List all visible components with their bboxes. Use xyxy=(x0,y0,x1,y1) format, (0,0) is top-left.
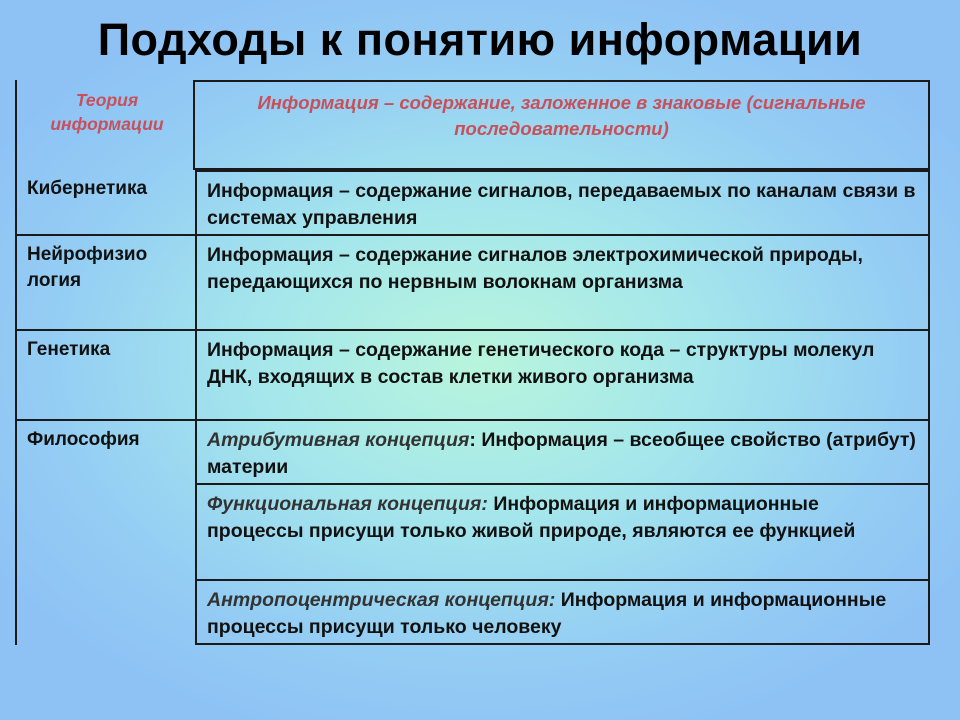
page-title: Подходы к понятию информации xyxy=(97,14,863,65)
table-row xyxy=(15,419,930,645)
header-left-cell: Теория информации xyxy=(15,80,193,170)
concept-entry xyxy=(195,483,930,581)
table-row xyxy=(15,329,930,421)
concept-name: Атрибутивная концепция xyxy=(207,429,470,451)
concept-name: Антропоцентрическая концепция: xyxy=(207,589,556,611)
row-definition: Информация – содержание генетического кода – структуры молекул ДНК, входящих в состав клетки живого организма xyxy=(195,329,930,421)
concept-text: Информация и информационные процессы присущи только человеку xyxy=(207,589,887,638)
concept-entry: Атрибутивная концепция: Информация – всеобщее свойство (атрибут) материи xyxy=(195,419,930,485)
concept-entry xyxy=(195,579,930,645)
concepts-table xyxy=(15,80,930,645)
row-definition: Информация – содержание сигналов, передаваемых по каналам связи в системах управления xyxy=(195,170,930,236)
table-row xyxy=(15,234,930,331)
row-term: Философия xyxy=(17,419,195,645)
table-header-row xyxy=(15,80,930,170)
row-definition: Информация – содержание сигналов электрохимической природы, передающихся по нервным волокнам организма xyxy=(195,234,930,331)
row-term: Кибернетика xyxy=(27,178,148,199)
concept-name: Функциональная концепция: xyxy=(207,493,488,515)
table-row xyxy=(15,170,930,236)
row-term: Нейрофизио логия xyxy=(17,234,195,331)
concept-text: Информация и информационные процессы присущи только живой природе, являются ее функцией xyxy=(207,493,856,542)
header-right-cell: Информация – содержание, заложенное в знаковые (сигнальные последовательности) xyxy=(193,80,930,170)
row-term: Генетика xyxy=(17,329,195,421)
concept-text: Информация – всеобщее свойство (атрибут) материи xyxy=(207,429,916,478)
